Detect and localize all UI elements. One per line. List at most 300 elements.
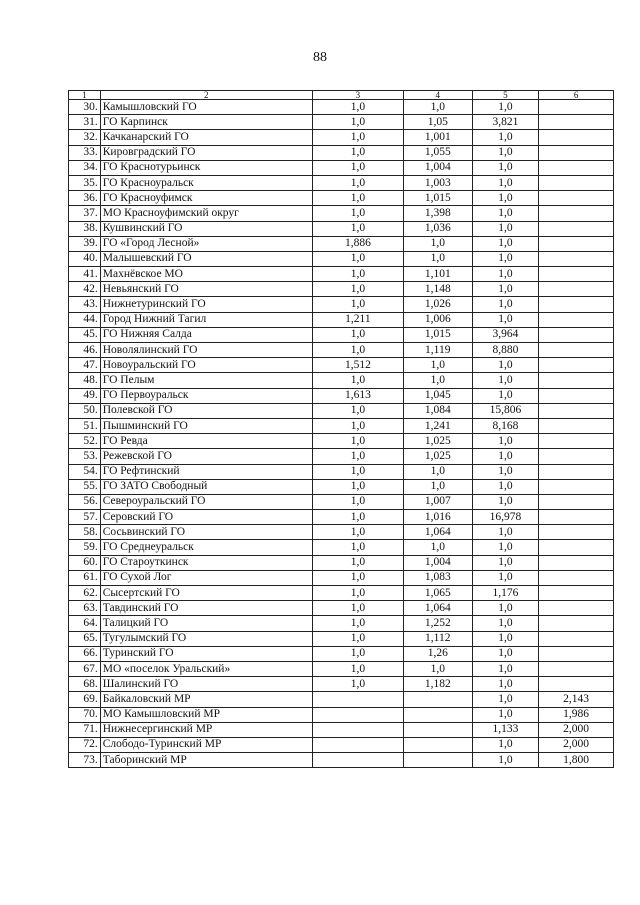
municipality-name-cell: Новолялинский ГО: [100, 343, 312, 358]
column-3-cell: 1,0: [312, 175, 403, 190]
header-cell: 3: [312, 91, 403, 100]
row-number-cell: 37.: [69, 206, 101, 221]
municipality-name-cell: ГО «Город Лесной»: [100, 236, 312, 251]
column-4-cell: 1,26: [403, 646, 472, 661]
municipality-name-cell: Режевской ГО: [100, 449, 312, 464]
column-4-cell: 1,084: [403, 403, 472, 418]
column-6-cell: [539, 236, 614, 251]
column-5-cell: 1,0: [472, 236, 539, 251]
municipality-name-cell: МО Красноуфимский округ: [100, 206, 312, 221]
column-3-cell: 1,0: [312, 403, 403, 418]
column-4-cell: 1,0: [403, 251, 472, 266]
table-row: [69, 555, 614, 570]
row-number-cell: 32.: [69, 130, 101, 145]
column-3-cell: 1,0: [312, 206, 403, 221]
column-6-cell: [539, 388, 614, 403]
table-row: [69, 267, 614, 282]
column-6-cell: [539, 115, 614, 130]
table-row: [69, 677, 614, 692]
row-number-cell: 39.: [69, 236, 101, 251]
column-6-cell: [539, 145, 614, 160]
column-4-cell: 1,0: [403, 540, 472, 555]
column-4-cell: 1,036: [403, 221, 472, 236]
row-number-cell: 52.: [69, 434, 101, 449]
row-number-cell: 65.: [69, 631, 101, 646]
table-row: [69, 434, 614, 449]
row-number-cell: 71.: [69, 722, 101, 737]
column-6-cell: [539, 160, 614, 175]
column-4-cell: [403, 753, 472, 768]
row-number-cell: 47.: [69, 358, 101, 373]
column-5-cell: 8,168: [472, 418, 539, 433]
column-4-cell: 1,119: [403, 343, 472, 358]
municipality-name-cell: ГО Первоуральск: [100, 388, 312, 403]
row-number-cell: 57.: [69, 510, 101, 525]
table-row: [69, 403, 614, 418]
column-5-cell: 1,0: [472, 707, 539, 722]
row-number-cell: 40.: [69, 251, 101, 266]
column-6-cell: 2,000: [539, 722, 614, 737]
column-4-cell: 1,001: [403, 130, 472, 145]
table-row: [69, 646, 614, 661]
column-4-cell: 1,026: [403, 297, 472, 312]
column-4-cell: 1,006: [403, 312, 472, 327]
row-number-cell: 53.: [69, 449, 101, 464]
column-4-cell: 1,015: [403, 327, 472, 342]
column-3-cell: 1,0: [312, 130, 403, 145]
municipality-name-cell: Шалинский ГО: [100, 677, 312, 692]
table-row: [69, 282, 614, 297]
column-4-cell: [403, 737, 472, 752]
column-3-cell: 1,886: [312, 236, 403, 251]
column-3-cell: 1,0: [312, 616, 403, 631]
column-6-cell: [539, 100, 614, 115]
column-5-cell: 1,0: [472, 206, 539, 221]
table-row: [69, 373, 614, 388]
table-row: [69, 145, 614, 160]
column-4-cell: 1,112: [403, 631, 472, 646]
column-6-cell: [539, 510, 614, 525]
row-number-cell: 69.: [69, 692, 101, 707]
column-4-cell: 1,055: [403, 145, 472, 160]
table-row: [69, 251, 614, 266]
column-5-cell: 1,0: [472, 479, 539, 494]
column-4-cell: 1,004: [403, 160, 472, 175]
table-row: [69, 236, 614, 251]
header-cell: 5: [472, 91, 539, 100]
municipality-name-cell: Сосьвинский ГО: [100, 525, 312, 540]
table-row: [69, 616, 614, 631]
column-6-cell: [539, 677, 614, 692]
column-4-cell: 1,016: [403, 510, 472, 525]
municipality-name-cell: ГО Краснотурьинск: [100, 160, 312, 175]
municipality-name-cell: Город Нижний Тагил: [100, 312, 312, 327]
table-header-row: [69, 91, 614, 100]
column-3-cell: 1,0: [312, 449, 403, 464]
column-3-cell: 1,512: [312, 358, 403, 373]
column-3-cell: 1,0: [312, 282, 403, 297]
column-5-cell: 1,0: [472, 540, 539, 555]
column-6-cell: [539, 646, 614, 661]
column-6-cell: 1,986: [539, 707, 614, 722]
municipality-name-cell: ГО Староуткинск: [100, 555, 312, 570]
column-6-cell: [539, 661, 614, 676]
column-5-cell: 1,0: [472, 525, 539, 540]
table-row: [69, 100, 614, 115]
municipality-name-cell: Нижнетуринский ГО: [100, 297, 312, 312]
column-5-cell: 1,0: [472, 191, 539, 206]
column-5-cell: 1,133: [472, 722, 539, 737]
row-number-cell: 63.: [69, 601, 101, 616]
municipality-name-cell: ГО Сухой Лог: [100, 570, 312, 585]
column-4-cell: [403, 707, 472, 722]
row-number-cell: 66.: [69, 646, 101, 661]
column-6-cell: [539, 449, 614, 464]
municipality-name-cell: ГО Среднеуральск: [100, 540, 312, 555]
row-number-cell: 30.: [69, 100, 101, 115]
table-row: [69, 297, 614, 312]
column-6-cell: [539, 570, 614, 585]
column-5-cell: 1,0: [472, 737, 539, 752]
municipality-name-cell: Махнёвское МО: [100, 267, 312, 282]
table-row: [69, 525, 614, 540]
column-4-cell: 1,0: [403, 464, 472, 479]
column-5-cell: 1,0: [472, 646, 539, 661]
table-row: [69, 707, 614, 722]
page-number: 88: [313, 50, 327, 65]
municipality-name-cell: ГО ЗАТО Свободный: [100, 479, 312, 494]
column-4-cell: 1,148: [403, 282, 472, 297]
municipality-name-cell: ГО Красноуфимск: [100, 191, 312, 206]
column-3-cell: 1,0: [312, 297, 403, 312]
municipality-name-cell: ГО Ревда: [100, 434, 312, 449]
table-row: [69, 722, 614, 737]
municipality-name-cell: Невьянский ГО: [100, 282, 312, 297]
table-row: [69, 692, 614, 707]
column-5-cell: 1,0: [472, 297, 539, 312]
column-3-cell: 1,0: [312, 251, 403, 266]
column-6-cell: [539, 373, 614, 388]
row-number-cell: 46.: [69, 343, 101, 358]
column-3-cell: 1,0: [312, 221, 403, 236]
column-4-cell: [403, 722, 472, 737]
row-number-cell: 58.: [69, 525, 101, 540]
municipality-name-cell: Кушвинский ГО: [100, 221, 312, 236]
column-5-cell: 1,0: [472, 388, 539, 403]
municipality-name-cell: Талицкий ГО: [100, 616, 312, 631]
municipality-name-cell: Тугулымский ГО: [100, 631, 312, 646]
column-3-cell: [312, 692, 403, 707]
column-6-cell: [539, 494, 614, 509]
municipality-name-cell: Тавдинский ГО: [100, 601, 312, 616]
column-5-cell: 1,0: [472, 631, 539, 646]
column-4-cell: 1,398: [403, 206, 472, 221]
column-3-cell: 1,0: [312, 677, 403, 692]
column-5-cell: 1,0: [472, 312, 539, 327]
table-row: [69, 221, 614, 236]
table-row: [69, 388, 614, 403]
column-3-cell: 1,0: [312, 434, 403, 449]
column-5-cell: 1,0: [472, 358, 539, 373]
coefficients-table: [68, 90, 614, 768]
municipality-name-cell: Полевской ГО: [100, 403, 312, 418]
column-5-cell: 1,0: [472, 661, 539, 676]
column-4-cell: 1,064: [403, 601, 472, 616]
row-number-cell: 64.: [69, 616, 101, 631]
row-number-cell: 44.: [69, 312, 101, 327]
column-6-cell: 1,800: [539, 753, 614, 768]
row-number-cell: 33.: [69, 145, 101, 160]
column-3-cell: [312, 722, 403, 737]
column-5-cell: 1,0: [472, 221, 539, 236]
header-cell: 2: [100, 91, 312, 100]
column-6-cell: [539, 282, 614, 297]
column-5-cell: 1,0: [472, 373, 539, 388]
column-6-cell: [539, 130, 614, 145]
column-5-cell: 1,0: [472, 570, 539, 585]
column-4-cell: 1,182: [403, 677, 472, 692]
column-5-cell: 1,0: [472, 267, 539, 282]
row-number-cell: 38.: [69, 221, 101, 236]
column-5-cell: 1,0: [472, 130, 539, 145]
column-3-cell: [312, 753, 403, 768]
table-row: [69, 540, 614, 555]
column-5-cell: 1,0: [472, 677, 539, 692]
column-5-cell: 1,0: [472, 434, 539, 449]
column-3-cell: 1,0: [312, 525, 403, 540]
column-6-cell: [539, 206, 614, 221]
column-5-cell: 1,0: [472, 753, 539, 768]
row-number-cell: 45.: [69, 327, 101, 342]
table-row: [69, 737, 614, 752]
column-4-cell: 1,083: [403, 570, 472, 585]
row-number-cell: 67.: [69, 661, 101, 676]
municipality-name-cell: Таборинский МР: [100, 753, 312, 768]
column-6-cell: [539, 479, 614, 494]
column-5-cell: 1,0: [472, 555, 539, 570]
column-5-cell: 1,0: [472, 494, 539, 509]
column-5-cell: 16,978: [472, 510, 539, 525]
column-6-cell: [539, 525, 614, 540]
column-3-cell: 1,0: [312, 327, 403, 342]
column-3-cell: 1,0: [312, 145, 403, 160]
column-3-cell: 1,0: [312, 601, 403, 616]
column-6-cell: 2,000: [539, 737, 614, 752]
column-6-cell: [539, 601, 614, 616]
row-number-cell: 61.: [69, 570, 101, 585]
column-5-cell: 1,0: [472, 692, 539, 707]
row-number-cell: 55.: [69, 479, 101, 494]
municipality-name-cell: Серовский ГО: [100, 510, 312, 525]
column-3-cell: 1,0: [312, 115, 403, 130]
column-6-cell: [539, 327, 614, 342]
municipality-name-cell: Новоуральский ГО: [100, 358, 312, 373]
column-6-cell: [539, 191, 614, 206]
column-5-cell: 3,964: [472, 327, 539, 342]
column-3-cell: 1,0: [312, 160, 403, 175]
column-4-cell: 1,0: [403, 100, 472, 115]
column-3-cell: 1,0: [312, 418, 403, 433]
column-5-cell: 1,0: [472, 251, 539, 266]
table-body: [69, 91, 614, 768]
column-4-cell: 1,065: [403, 586, 472, 601]
column-3-cell: 1,0: [312, 631, 403, 646]
table-row: [69, 206, 614, 221]
municipality-name-cell: Пышминский ГО: [100, 418, 312, 433]
column-4-cell: 1,0: [403, 661, 472, 676]
row-number-cell: 43.: [69, 297, 101, 312]
header-cell: 1: [69, 91, 101, 100]
table-row: [69, 130, 614, 145]
table-row: [69, 160, 614, 175]
municipality-name-cell: Кировградский ГО: [100, 145, 312, 160]
row-number-cell: 51.: [69, 418, 101, 433]
column-5-cell: 8,880: [472, 343, 539, 358]
column-3-cell: 1,0: [312, 100, 403, 115]
municipality-name-cell: Туринский ГО: [100, 646, 312, 661]
column-5-cell: 1,176: [472, 586, 539, 601]
column-4-cell: 1,015: [403, 191, 472, 206]
column-6-cell: [539, 175, 614, 190]
table-row: [69, 631, 614, 646]
municipality-name-cell: ГО Пелым: [100, 373, 312, 388]
municipality-name-cell: МО «поселок Уральский»: [100, 661, 312, 676]
column-6-cell: [539, 631, 614, 646]
row-number-cell: 42.: [69, 282, 101, 297]
row-number-cell: 72.: [69, 737, 101, 752]
column-5-cell: 1,0: [472, 100, 539, 115]
table-row: [69, 494, 614, 509]
column-5-cell: 1,0: [472, 616, 539, 631]
column-6-cell: 2,143: [539, 692, 614, 707]
column-3-cell: 1,0: [312, 510, 403, 525]
column-3-cell: 1,0: [312, 494, 403, 509]
column-4-cell: [403, 692, 472, 707]
column-4-cell: 1,101: [403, 267, 472, 282]
municipality-name-cell: ГО Нижняя Салда: [100, 327, 312, 342]
municipality-name-cell: Сысертский ГО: [100, 586, 312, 601]
row-number-cell: 41.: [69, 267, 101, 282]
row-number-cell: 59.: [69, 540, 101, 555]
column-6-cell: [539, 418, 614, 433]
header-cell: 6: [539, 91, 614, 100]
table-row: [69, 601, 614, 616]
column-4-cell: 1,025: [403, 449, 472, 464]
column-3-cell: 1,613: [312, 388, 403, 403]
column-5-cell: 15,806: [472, 403, 539, 418]
table-row: [69, 449, 614, 464]
table-row: [69, 661, 614, 676]
municipality-name-cell: ГО Карпинск: [100, 115, 312, 130]
municipality-name-cell: Нижнесергинский МР: [100, 722, 312, 737]
table-row: [69, 343, 614, 358]
row-number-cell: 68.: [69, 677, 101, 692]
column-6-cell: [539, 297, 614, 312]
municipality-name-cell: ГО Рефтинский: [100, 464, 312, 479]
column-4-cell: 1,025: [403, 434, 472, 449]
row-number-cell: 34.: [69, 160, 101, 175]
column-4-cell: 1,0: [403, 479, 472, 494]
row-number-cell: 60.: [69, 555, 101, 570]
column-3-cell: 1,0: [312, 191, 403, 206]
column-4-cell: 1,004: [403, 555, 472, 570]
column-5-cell: 1,0: [472, 449, 539, 464]
column-5-cell: 1,0: [472, 601, 539, 616]
municipality-name-cell: Слободо-Туринский МР: [100, 737, 312, 752]
column-5-cell: 1,0: [472, 175, 539, 190]
column-5-cell: 1,0: [472, 464, 539, 479]
column-6-cell: [539, 343, 614, 358]
municipality-name-cell: Камышловский ГО: [100, 100, 312, 115]
row-number-cell: 70.: [69, 707, 101, 722]
column-5-cell: 1,0: [472, 160, 539, 175]
column-6-cell: [539, 555, 614, 570]
row-number-cell: 54.: [69, 464, 101, 479]
column-3-cell: 1,0: [312, 646, 403, 661]
column-4-cell: 1,045: [403, 388, 472, 403]
column-4-cell: 1,003: [403, 175, 472, 190]
column-3-cell: [312, 737, 403, 752]
column-3-cell: 1,0: [312, 343, 403, 358]
row-number-cell: 73.: [69, 753, 101, 768]
column-4-cell: 1,05: [403, 115, 472, 130]
municipality-name-cell: МО Камышловский МР: [100, 707, 312, 722]
table-row: [69, 115, 614, 130]
column-6-cell: [539, 358, 614, 373]
table-row: [69, 327, 614, 342]
column-3-cell: 1,0: [312, 267, 403, 282]
column-5-cell: 3,821: [472, 115, 539, 130]
row-number-cell: 48.: [69, 373, 101, 388]
column-4-cell: 1,252: [403, 616, 472, 631]
row-number-cell: 50.: [69, 403, 101, 418]
column-4-cell: 1,007: [403, 494, 472, 509]
table-row: [69, 358, 614, 373]
table-row: [69, 191, 614, 206]
column-3-cell: 1,0: [312, 540, 403, 555]
table-row: [69, 586, 614, 601]
column-3-cell: 1,0: [312, 464, 403, 479]
column-6-cell: [539, 251, 614, 266]
column-6-cell: [539, 434, 614, 449]
column-6-cell: [539, 586, 614, 601]
table-row: [69, 510, 614, 525]
column-4-cell: 1,0: [403, 236, 472, 251]
column-6-cell: [539, 403, 614, 418]
row-number-cell: 62.: [69, 586, 101, 601]
column-3-cell: 1,0: [312, 555, 403, 570]
column-6-cell: [539, 312, 614, 327]
table-row: [69, 570, 614, 585]
table-row: [69, 479, 614, 494]
municipality-name-cell: Североуральский ГО: [100, 494, 312, 509]
row-number-cell: 35.: [69, 175, 101, 190]
table-row: [69, 175, 614, 190]
column-6-cell: [539, 616, 614, 631]
table-row: [69, 312, 614, 327]
municipality-name-cell: Качканарский ГО: [100, 130, 312, 145]
column-3-cell: 1,0: [312, 586, 403, 601]
column-4-cell: 1,241: [403, 418, 472, 433]
row-number-cell: 49.: [69, 388, 101, 403]
table-row: [69, 464, 614, 479]
row-number-cell: 36.: [69, 191, 101, 206]
table-row: [69, 418, 614, 433]
column-5-cell: 1,0: [472, 282, 539, 297]
row-number-cell: 31.: [69, 115, 101, 130]
column-3-cell: 1,0: [312, 570, 403, 585]
municipality-name-cell: Байкаловский МР: [100, 692, 312, 707]
